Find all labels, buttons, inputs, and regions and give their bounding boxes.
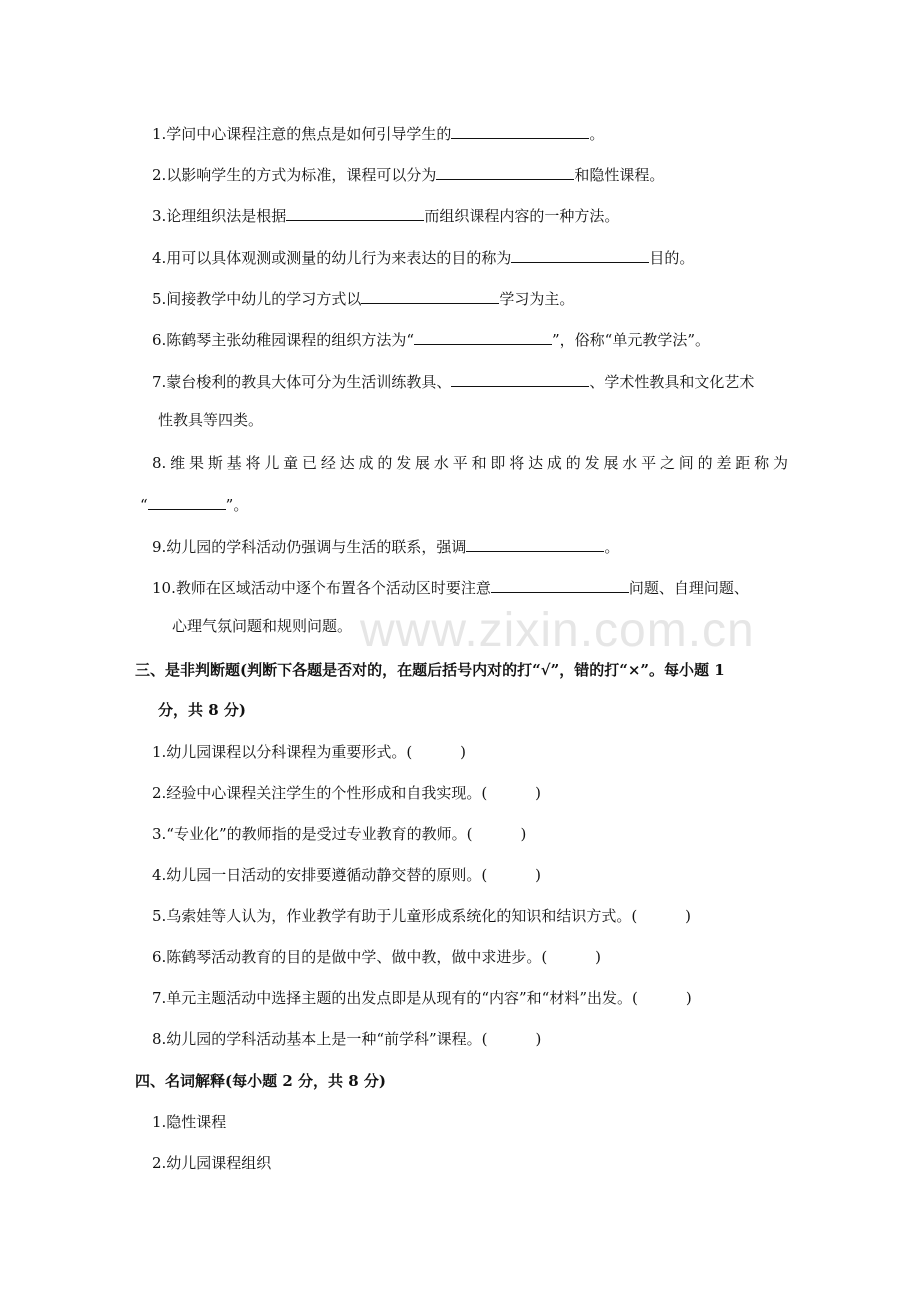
close-paren: ) xyxy=(535,1030,542,1048)
answer-blank[interactable] xyxy=(361,287,499,304)
judge-question-7 xyxy=(152,988,692,1008)
question-text: 心理气氛问题和规则问题。 xyxy=(172,617,353,635)
section-3-title xyxy=(135,660,725,680)
close-paren: ) xyxy=(685,989,692,1007)
answer-blank[interactable] xyxy=(511,246,649,263)
question-text: 。 xyxy=(604,538,620,556)
question-text: 1.幼儿园课程以分科课程为重要形式。( xyxy=(152,743,413,761)
answer-blank[interactable] xyxy=(436,163,574,180)
fill-question-1 xyxy=(152,122,604,144)
close-paren: ) xyxy=(520,825,527,843)
question-text: 1.隐性课程 xyxy=(152,1113,227,1131)
question-text: 学习为主。 xyxy=(499,290,575,308)
question-text: 。 xyxy=(589,125,605,143)
question-text: ”。 xyxy=(225,496,249,514)
section-3-title-continued xyxy=(158,700,246,720)
question-text: 目的。 xyxy=(649,249,695,267)
fill-question-10-continued xyxy=(172,616,352,636)
question-text: 6.陈鹤琴活动教育的目的是做中学、做中教，做中求进步。( xyxy=(152,948,548,966)
fill-question-6 xyxy=(152,328,710,350)
question-text: 性教具等四类。 xyxy=(158,411,264,429)
close-paren: ) xyxy=(460,743,467,761)
fill-question-5 xyxy=(152,287,574,309)
question-text: 7.蒙台梭利的教具大体可分为生活训练教具、 xyxy=(152,373,452,391)
term-question-1 xyxy=(152,1112,226,1132)
fill-question-2 xyxy=(152,163,664,185)
fill-question-9 xyxy=(152,535,619,557)
question-text: 4.幼儿园一日活动的安排要遵循动静交替的原则。( xyxy=(152,866,488,884)
question-text: 6.陈鹤琴主张幼稚园课程的组织方法为“ xyxy=(152,331,414,349)
section-4-title xyxy=(135,1071,386,1091)
answer-blank[interactable] xyxy=(451,122,589,139)
close-paren: ) xyxy=(595,948,602,966)
question-text: 和隐性课程。 xyxy=(574,166,665,184)
fill-question-4 xyxy=(152,246,694,268)
watermark: www.zixin.com.cn xyxy=(360,604,755,657)
question-text: 2.经验中心课程关注学生的个性形成和自我实现。( xyxy=(152,784,488,802)
term-question-2 xyxy=(152,1153,271,1173)
answer-blank[interactable] xyxy=(148,493,226,510)
fill-question-3 xyxy=(152,204,619,226)
section-title-text: 四、名词解释(每小题 2 分，共 8 分) xyxy=(135,1072,386,1090)
judge-question-6 xyxy=(152,947,601,967)
question-text: 5.间接教学中幼儿的学习方式以 xyxy=(152,290,362,308)
question-text: 9.幼儿园的学科活动仍强调与生活的联系，强调 xyxy=(152,538,467,556)
fill-question-7-continued xyxy=(158,410,263,430)
close-paren: ) xyxy=(535,866,542,884)
question-text: 2.幼儿园课程组织 xyxy=(152,1154,272,1172)
question-text: 、学术性教具和文化艺术 xyxy=(589,373,755,391)
fill-question-8-continued xyxy=(140,493,248,515)
question-text: ”，俗称“单元教学法”。 xyxy=(551,331,710,349)
question-text: 3.论理组织法是根据 xyxy=(152,207,287,225)
question-text: 5.乌索娃等人认为，作业教学有助于儿童形成系统化的知识和结识方式。( xyxy=(152,907,638,925)
question-text: 3.“专业化”的教师指的是受过专业教育的教师。( xyxy=(152,825,473,843)
section-title-text: 三、是非判断题(判断下各题是否对的，在题后括号内对的打“√”，错的打“×”。每小题 1 xyxy=(135,661,725,679)
question-text: 而组织课程内容的一种方法。 xyxy=(424,207,620,225)
judge-question-1 xyxy=(152,742,466,762)
close-paren: ) xyxy=(535,784,542,802)
answer-blank[interactable] xyxy=(414,328,552,345)
fill-question-8 xyxy=(152,453,788,473)
fill-question-10 xyxy=(152,576,749,598)
question-text: 10.教师在区域活动中逐个布置各个活动区时要注意 xyxy=(152,579,491,597)
question-text: 问题、自理问题、 xyxy=(628,579,749,597)
judge-question-4 xyxy=(152,865,541,885)
question-text: 7.单元主题活动中选择主题的出发点即是从现有的“内容”和“材料”出发。( xyxy=(152,989,638,1007)
judge-question-2 xyxy=(152,783,541,803)
judge-question-3 xyxy=(152,824,526,844)
answer-blank[interactable] xyxy=(466,535,604,552)
judge-question-8 xyxy=(152,1029,541,1049)
section-title-text: 分，共 8 分) xyxy=(158,701,246,719)
question-text: 4.用可以具体观测或测量的幼儿行为来表达的目的称为 xyxy=(152,249,512,267)
question-text: 8.幼儿园的学科活动基本上是一种“前学科”课程。( xyxy=(152,1030,488,1048)
question-text: “ xyxy=(140,496,148,514)
question-text: 2.以影响学生的方式为标准，课程可以分为 xyxy=(152,166,437,184)
judge-question-5 xyxy=(152,906,691,926)
question-text: 1.学问中心课程注意的焦点是如何引导学生的 xyxy=(152,125,452,143)
question-text: 8.维果斯基将儿童已经达成的发展水平和即将达成的发展水平之间的差距称为 xyxy=(152,454,788,472)
answer-blank[interactable] xyxy=(491,576,629,593)
answer-blank[interactable] xyxy=(286,204,424,221)
fill-question-7 xyxy=(152,370,754,392)
answer-blank[interactable] xyxy=(451,370,589,387)
close-paren: ) xyxy=(685,907,692,925)
